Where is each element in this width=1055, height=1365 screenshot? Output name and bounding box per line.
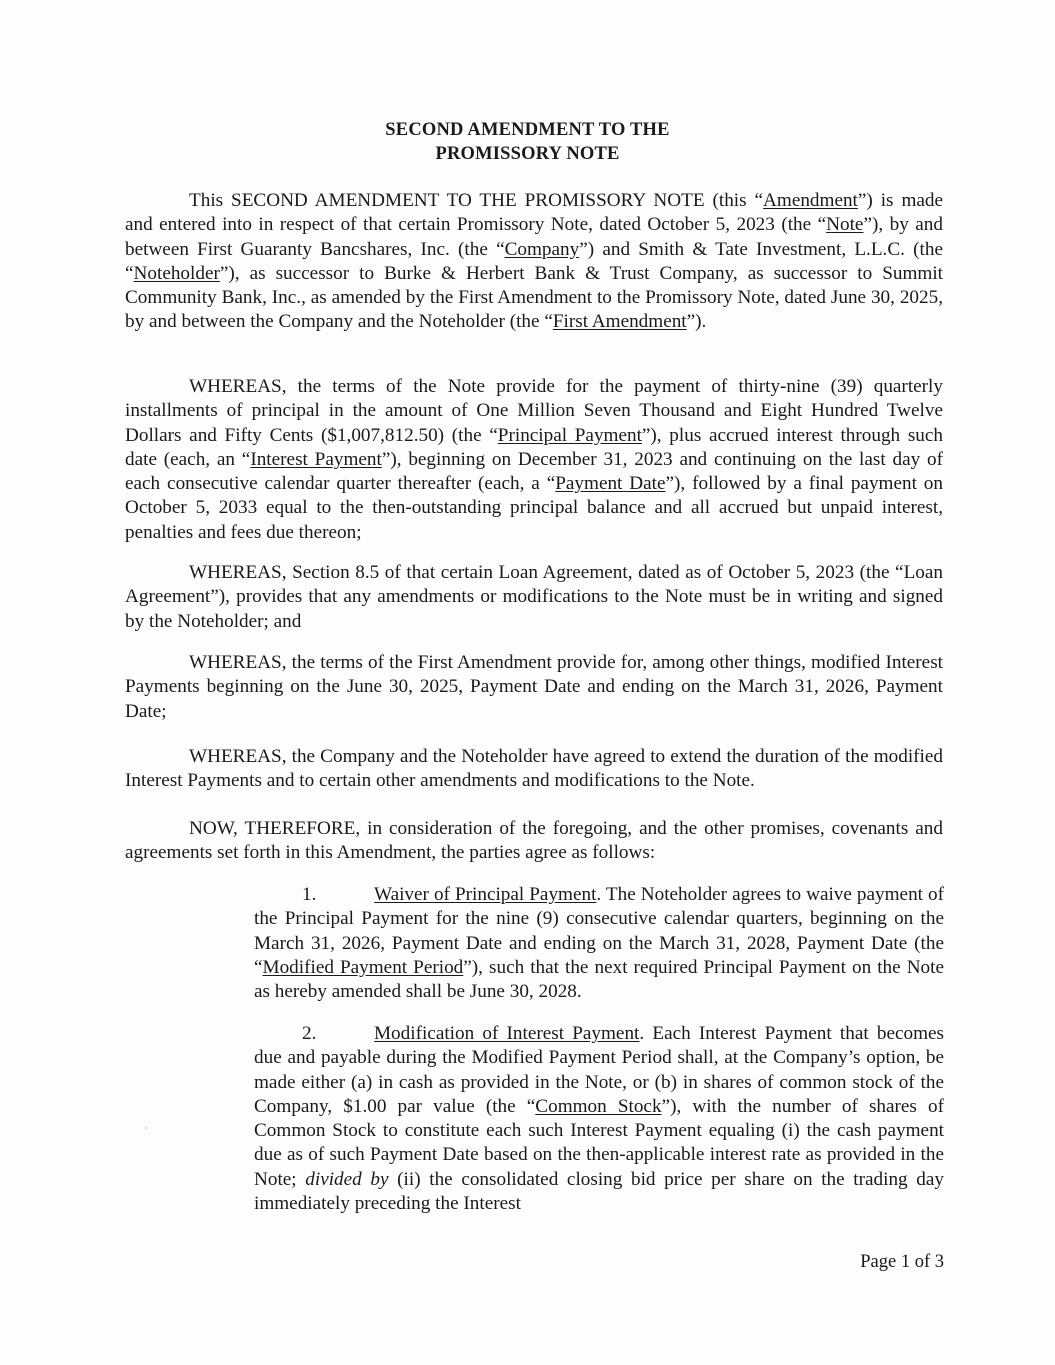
document-title-line-2: PROMISSORY NOTE — [435, 144, 620, 164]
section-1-waiver: 1. Waiver of Principal Payment. The Noteholder agrees to waive payment of the Principal Payment for the nine (9) consecutive calendar quarters, beginning on the March 31, 2026, Payment Date and ending on the March 31, 2028, Payment Date (the “Modified Payment Period”), such that the next required Principal Payment on the Note as hereby amended shall be June 30, 2028. — [254, 884, 945, 1003]
defined-term-principal-payment: Principal Payment — [497, 424, 642, 446]
defined-term-noteholder: Noteholder — [133, 262, 220, 284]
section-2-number: 2. — [302, 1023, 317, 1044]
defined-term-modified-payment-period: Modified Payment Period — [262, 956, 464, 978]
scan-speck — [145, 1127, 147, 1129]
now-therefore-paragraph: NOW, THEREFORE, in consideration of the foregoing, and the other promises, covenants and agreements set forth in this Amendment, the parties agree as follows: — [125, 818, 943, 864]
defined-term-common-stock: Common Stock — [535, 1095, 662, 1117]
section-2-heading: Modification of Interest Payment — [374, 1023, 640, 1044]
defined-term-note: Note — [826, 214, 864, 236]
document-title-line-1: SECOND AMENDMENT TO THE — [385, 120, 670, 140]
defined-term-first-amendment: First Amendment — [552, 311, 687, 333]
page-number: Page 1 of 3 — [860, 1252, 944, 1272]
defined-term-company: Company — [504, 238, 580, 260]
section-1-heading: Waiver of Principal Payment — [374, 884, 597, 905]
intro-paragraph: This SECOND AMENDMENT TO THE PROMISSORY NOTE (this “Amendment”) is made and entered into in respect of that certain Promissory Note, dated October 5, 2023 (the “Note”), by and between First Guaranty Bancshares, Inc. (the “Company”) and Smith & Tate Investment, L.L.C. (the “Noteholder”), as successor to Burke & Herbert Bank & Trust Company, as successor to Summit Community Bank, Inc., as amended by the First Amendment to the Promissory Note, dated June 30, 2025, by and between the Company and the Noteholder (the “First Amendment”). — [125, 190, 943, 333]
divided-by-emphasis: divided by — [305, 1168, 389, 1190]
whereas-paragraph-4: WHEREAS, the Company and the Noteholder have agreed to extend the duration of the modified Interest Payments and to certain other amendments and modifications to the Note. — [125, 746, 943, 792]
defined-term-interest-payment: Interest Payment — [250, 448, 382, 470]
section-2-interest-modification: 2. Modification of Interest Payment. Each Interest Payment that becomes due and payable during the Modified Payment Period shall, at the Company’s option, be made either (a) in cash as provided in the Note, or (b) in shares of common stock of the Company, $1.00 par value (the “Common Stock”), with the number of shares of Common Stock to constitute each such Interest Payment equaling (i) the cash payment due as of such Payment Date based on the then-applicable interest rate as provided in the Note; divided by (ii) the consolidated closing bid price per share on the trading day immediately preceding the Interest — [254, 1023, 944, 1215]
whereas-paragraph-3: WHEREAS, the terms of the First Amendment provide for, among other things, modified Interest Payments beginning on the June 30, 2025, Payment Date and ending on the March 31, 2026, Payment Date; — [125, 652, 943, 722]
whereas-paragraph-1: WHEREAS, the terms of the Note provide for the payment of thirty-nine (39) quarterly installments of principal in the amount of One Million Seven Thousand and Eight Hundred Twelve Dollars and Fifty Cents ($1,007,812.50) (the “Principal Payment”), plus accrued interest through such date (each, an “Interest Payment”), beginning on December 31, 2023 and continuing on the last day of each consecutive calendar quarter thereafter (each, a “Payment Date”), followed by a final payment on October 5, 2033 equal to the then-outstanding principal balance and all accrued but unpaid interest, penalties and fees due thereon; — [125, 376, 944, 543]
defined-term-amendment: Amendment — [763, 190, 858, 211]
whereas-paragraph-2: WHEREAS, Section 8.5 of that certain Loan Agreement, dated as of October 5, 2023 (the “Loan Agreement”), provides that any amendments or modifications to the Note must be in writing and signed by the Noteholder; and — [125, 562, 943, 632]
section-1-number: 1. — [302, 884, 317, 905]
defined-term-payment-date: Payment Date — [555, 473, 666, 495]
